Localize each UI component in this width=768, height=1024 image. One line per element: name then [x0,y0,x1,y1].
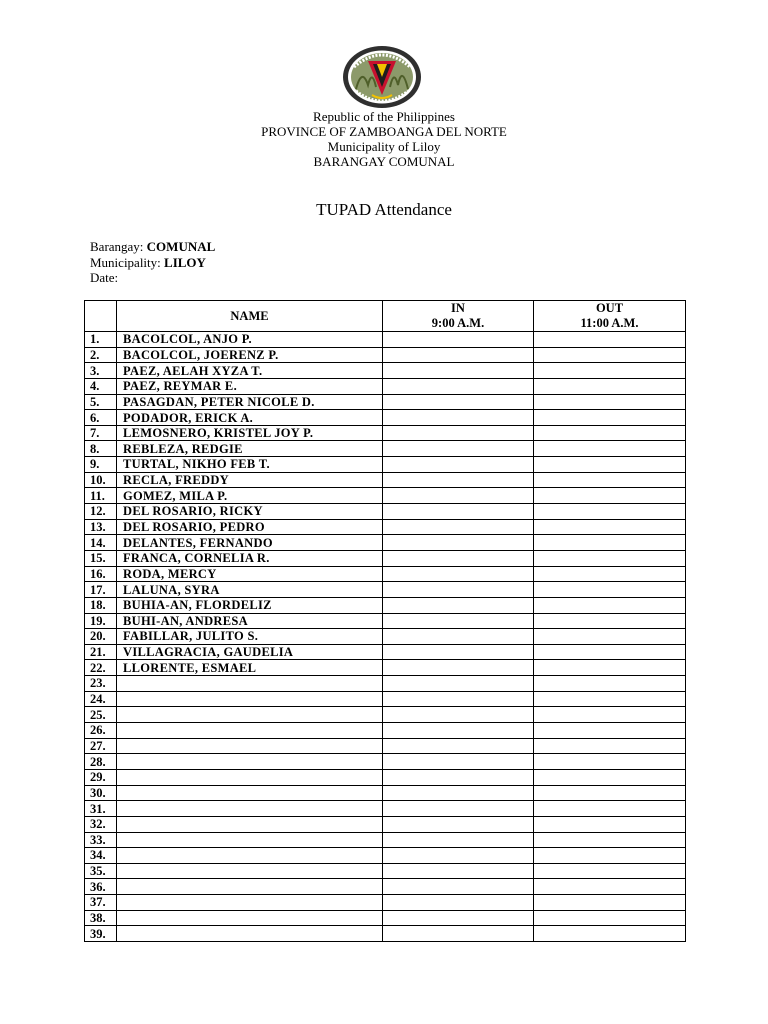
time-in-cell [383,410,534,426]
attendee-name [117,738,383,754]
table-row [85,363,686,379]
time-in-cell [383,457,534,473]
table-row [85,723,686,739]
attendee-name [117,910,383,926]
meta-municipality-label: Municipality: [90,254,161,270]
barangay-seal-logo [342,45,422,109]
header-out-label: OUT [595,301,624,315]
attendee-name: BACOLCOL, JOERENZ P. [117,347,383,363]
time-out-cell [534,472,686,488]
table-row [85,910,686,926]
time-in-cell [383,566,534,582]
row-number: 7. [85,425,117,441]
time-out-cell [534,550,686,566]
time-out-cell [534,707,686,723]
attendee-name: BUHIA-AN, FLORDELIZ [117,597,383,613]
row-number: 31. [85,801,117,817]
table-row [85,629,686,645]
row-number: 20. [85,629,117,645]
attendee-name [117,863,383,879]
row-number: 18. [85,597,117,613]
time-in-cell [383,582,534,598]
attendee-name: RODA, MERCY [117,566,383,582]
attendee-name [117,676,383,692]
row-number: 27. [85,738,117,754]
time-out-cell [534,566,686,582]
row-number: 38. [85,910,117,926]
time-out-cell [534,816,686,832]
row-number: 10. [85,472,117,488]
attendee-name: BUHI-AN, ANDRESA [117,613,383,629]
table-row [85,613,686,629]
document-header [0,109,768,169]
time-in-cell [383,535,534,551]
time-in-cell [383,597,534,613]
time-in-cell [383,613,534,629]
attendee-name: LEMOSNERO, KRISTEL JOY P. [117,425,383,441]
time-in-cell [383,832,534,848]
time-out-cell [534,582,686,598]
time-out-cell [534,394,686,410]
time-out-cell [534,488,686,504]
table-row [85,769,686,785]
attendee-name: DEL ROSARIO, RICKY [117,504,383,520]
attendee-name [117,848,383,864]
row-number: 13. [85,519,117,535]
time-out-cell [534,425,686,441]
time-in-cell [383,910,534,926]
header-name-cell: NAME [117,301,383,332]
time-in-cell [383,926,534,942]
time-in-cell [383,848,534,864]
table-row [85,347,686,363]
table-row [85,832,686,848]
attendee-name: FABILLAR, JULITO S. [117,629,383,645]
row-number: 11. [85,488,117,504]
table-header-row [85,301,686,332]
row-number: 1. [85,332,117,348]
time-in-cell [383,550,534,566]
attendee-name: FRANCA, CORNELIA R. [117,550,383,566]
time-out-cell [534,926,686,942]
time-in-cell [383,738,534,754]
attendance-meta [90,239,215,286]
time-in-cell [383,472,534,488]
row-number: 8. [85,441,117,457]
table-row [85,660,686,676]
time-in-cell [383,723,534,739]
row-number: 26. [85,723,117,739]
time-in-cell [383,816,534,832]
attendee-name [117,723,383,739]
attendee-name [117,801,383,817]
time-in-cell [383,519,534,535]
header-out-cell [534,301,686,332]
row-number: 2. [85,347,117,363]
attendee-name: PASAGDAN, PETER NICOLE D. [117,394,383,410]
table-row [85,801,686,817]
table-row [85,816,686,832]
meta-municipality-value: LILOY [164,254,206,270]
header-out-time: 11:00 A.M. [580,316,639,330]
table-row [85,707,686,723]
time-in-cell [383,879,534,895]
time-out-cell [534,785,686,801]
attendee-name: VILLAGRACIA, GAUDELIA [117,644,383,660]
header-in-label: IN [451,301,465,315]
time-out-cell [534,504,686,520]
table-row [85,410,686,426]
time-out-cell [534,676,686,692]
time-out-cell [534,660,686,676]
time-out-cell [534,754,686,770]
attendee-name: LLORENTE, ESMAEL [117,660,383,676]
time-in-cell [383,769,534,785]
time-out-cell [534,519,686,535]
row-number: 37. [85,895,117,911]
time-in-cell [383,644,534,660]
attendee-name: RECLA, FREDDY [117,472,383,488]
table-row [85,676,686,692]
attendee-name: BACOLCOL, ANJO P. [117,332,383,348]
header-in-cell [383,301,534,332]
time-out-cell [534,863,686,879]
table-row [85,504,686,520]
time-in-cell [383,363,534,379]
header-number-cell [85,301,117,332]
attendee-name: PAEZ, REYMAR E. [117,378,383,394]
row-number: 4. [85,378,117,394]
attendee-name [117,785,383,801]
attendee-name [117,691,383,707]
attendee-name [117,879,383,895]
row-number: 3. [85,363,117,379]
row-number: 39. [85,926,117,942]
row-number: 14. [85,535,117,551]
table-row [85,425,686,441]
table-row [85,472,686,488]
attendee-name [117,769,383,785]
row-number: 25. [85,707,117,723]
row-number: 35. [85,863,117,879]
attendee-name: DELANTES, FERNANDO [117,535,383,551]
time-out-cell [534,629,686,645]
time-in-cell [383,394,534,410]
header-republic: Republic of the Philippines [313,109,455,124]
meta-municipality [90,255,215,271]
attendee-name: DEL ROSARIO, PEDRO [117,519,383,535]
time-out-cell [534,410,686,426]
table-row [85,879,686,895]
row-number: 29. [85,769,117,785]
attendee-name [117,754,383,770]
time-in-cell [383,378,534,394]
table-row [85,785,686,801]
time-out-cell [534,769,686,785]
table-row [85,378,686,394]
table-row [85,488,686,504]
time-out-cell [534,848,686,864]
row-number: 32. [85,816,117,832]
meta-date-label: Date: [90,270,119,285]
time-in-cell [383,691,534,707]
attendee-name [117,832,383,848]
time-in-cell [383,504,534,520]
row-number: 9. [85,457,117,473]
time-in-cell [383,707,534,723]
row-number: 22. [85,660,117,676]
meta-barangay-value: COMUNAL [146,239,216,254]
table-row [85,926,686,942]
time-in-cell [383,332,534,348]
row-number: 34. [85,848,117,864]
attendee-name: TURTAL, NIKHO FEB T. [117,457,383,473]
time-out-cell [534,879,686,895]
table-row [85,332,686,348]
table-row [85,691,686,707]
time-out-cell [534,723,686,739]
table-row [85,535,686,551]
table-row [85,441,686,457]
time-in-cell [383,425,534,441]
row-number: 17. [85,582,117,598]
table-row [85,895,686,911]
row-number: 12. [85,504,117,520]
attendee-name: PODADOR, ERICK A. [117,410,383,426]
time-out-cell [534,895,686,911]
time-in-cell [383,347,534,363]
time-in-cell [383,441,534,457]
time-in-cell [383,488,534,504]
table-row [85,566,686,582]
time-in-cell [383,863,534,879]
time-out-cell [534,832,686,848]
row-number: 6. [85,410,117,426]
time-in-cell [383,629,534,645]
time-out-cell [534,535,686,551]
time-in-cell [383,895,534,911]
time-out-cell [534,910,686,926]
attendee-name [117,895,383,911]
header-barangay: BARANGAY COMUNAL [313,154,455,169]
time-out-cell [534,347,686,363]
row-number: 15. [85,550,117,566]
row-number: 24. [85,691,117,707]
row-number: 28. [85,754,117,770]
table-row [85,848,686,864]
row-number: 21. [85,644,117,660]
document-title: TUPAD Attendance [316,200,452,219]
meta-date [90,270,215,286]
time-out-cell [534,597,686,613]
time-out-cell [534,644,686,660]
attendee-name [117,926,383,942]
time-in-cell [383,676,534,692]
attendee-name: PAEZ, AELAH XYZA T. [117,363,383,379]
table-row [85,754,686,770]
row-number: 30. [85,785,117,801]
row-number: 36. [85,879,117,895]
attendee-name: LALUNA, SYRA [117,582,383,598]
row-number: 19. [85,613,117,629]
time-out-cell [534,691,686,707]
time-out-cell [534,441,686,457]
header-province: PROVINCE OF ZAMBOANGA DEL NORTE [261,124,507,139]
time-in-cell [383,801,534,817]
table-row [85,597,686,613]
table-row [85,863,686,879]
time-out-cell [534,738,686,754]
header-municipality: Municipality of Liloy [327,139,441,154]
table-row [85,457,686,473]
row-number: 16. [85,566,117,582]
time-out-cell [534,613,686,629]
attendee-name [117,707,383,723]
time-out-cell [534,363,686,379]
attendee-name [117,816,383,832]
table-row [85,644,686,660]
time-in-cell [383,785,534,801]
table-row [85,550,686,566]
attendee-name: REBLEZA, REDGIE [117,441,383,457]
meta-barangay-label: Barangay: [90,239,144,254]
time-out-cell [534,457,686,473]
time-in-cell [383,754,534,770]
table-row [85,738,686,754]
attendance-table [84,300,686,942]
time-out-cell [534,801,686,817]
time-in-cell [383,660,534,676]
time-out-cell [534,378,686,394]
row-number: 23. [85,676,117,692]
header-in-time: 9:00 A.M. [431,316,485,330]
time-out-cell [534,332,686,348]
table-row [85,582,686,598]
table-row [85,519,686,535]
row-number: 5. [85,394,117,410]
attendee-name: GOMEZ, MILA P. [117,488,383,504]
row-number: 33. [85,832,117,848]
table-row [85,394,686,410]
meta-barangay [90,239,215,255]
